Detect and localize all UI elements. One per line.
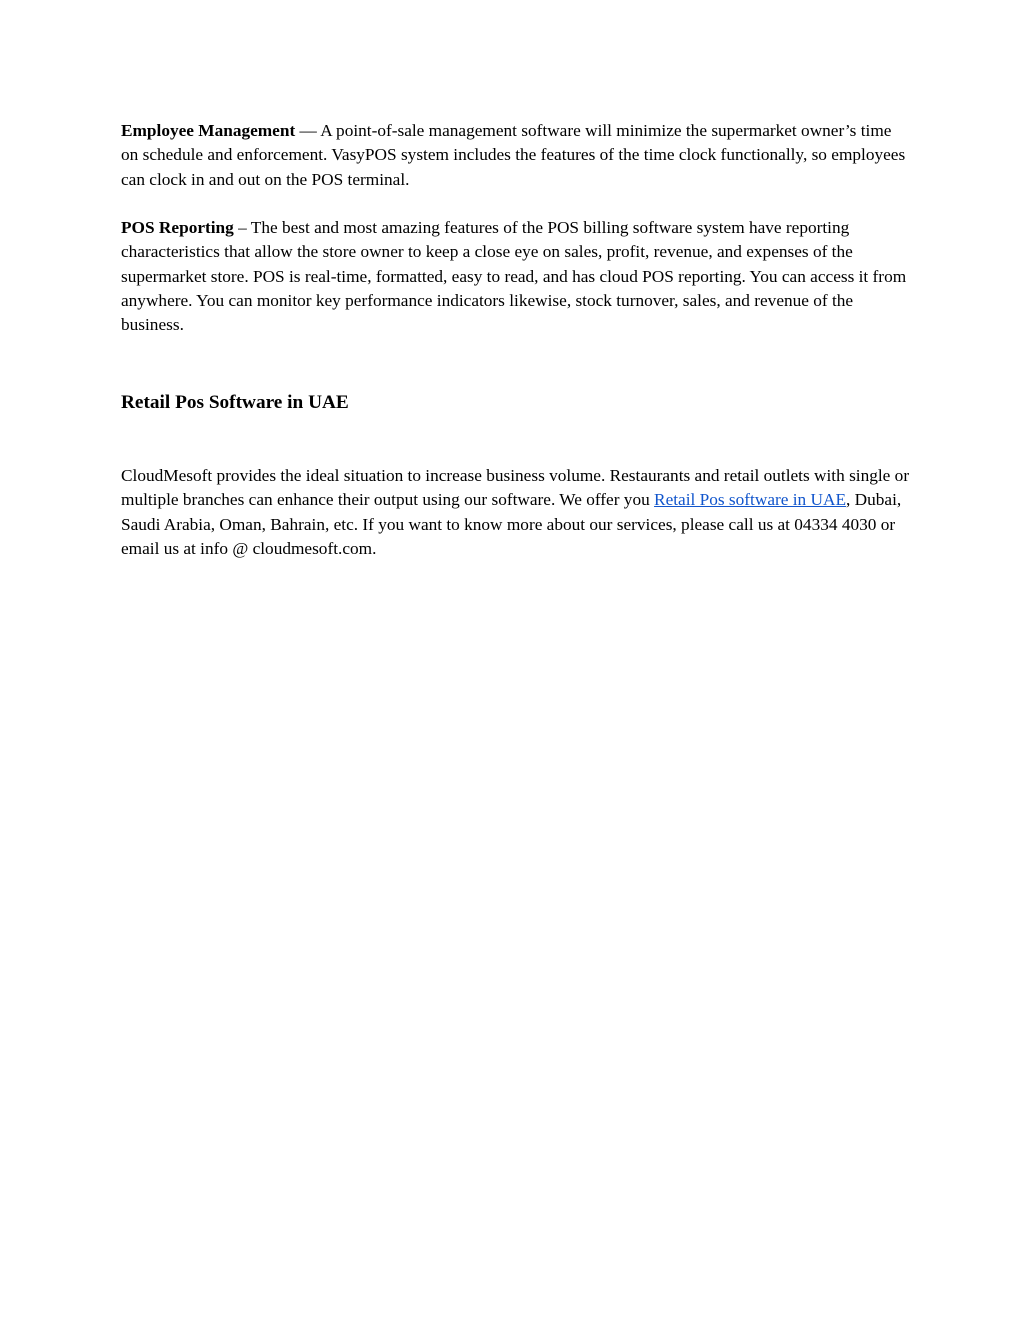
retail-pos-link[interactable]: Retail Pos software in UAE: [654, 490, 847, 510]
pos-reporting-text: – The best and most amazing features of the POS billing software system have reporting characteristics that allow the store owner to keep a close eye on sales, profit, revenue, and expenses of the supermarket store. POS is real-time, formatted, easy to read, and has cloud POS reporting. You can access it from anywhere. You can monitor key performance indicators likewise, stock turnover, sales, and revenue of the business.: [121, 218, 907, 335]
closing-paragraph: [121, 464, 911, 561]
employee-management-text: — A point-of-sale management software will minimize the supermarket owner’s time on schedule and enforcement. VasyPOS system includes the features of the time clock functionally, so employees can clock in and out on the POS terminal.: [121, 121, 906, 189]
pos-reporting-term: POS Reporting: [121, 218, 234, 238]
pos-reporting-paragraph: [121, 216, 911, 337]
section-heading: Retail Pos Software in UAE: [121, 392, 349, 413]
document-body: [121, 119, 911, 338]
closing-text-after: , Dubai, Saudi Arabia, Oman, Bahrain, etc. If you want to know more about our services, please call us at 04334 4030 or email us at info @ cloudmesoft.com.: [121, 490, 902, 558]
employee-management-paragraph: [121, 119, 911, 192]
closing-text-before: CloudMesoft provides the ideal situation to increase business volume. Restaurants and retail outlets with single or multiple branches can enhance their output using our software. We offer you: [121, 466, 910, 510]
employee-management-term: Employee Management: [121, 121, 296, 140]
